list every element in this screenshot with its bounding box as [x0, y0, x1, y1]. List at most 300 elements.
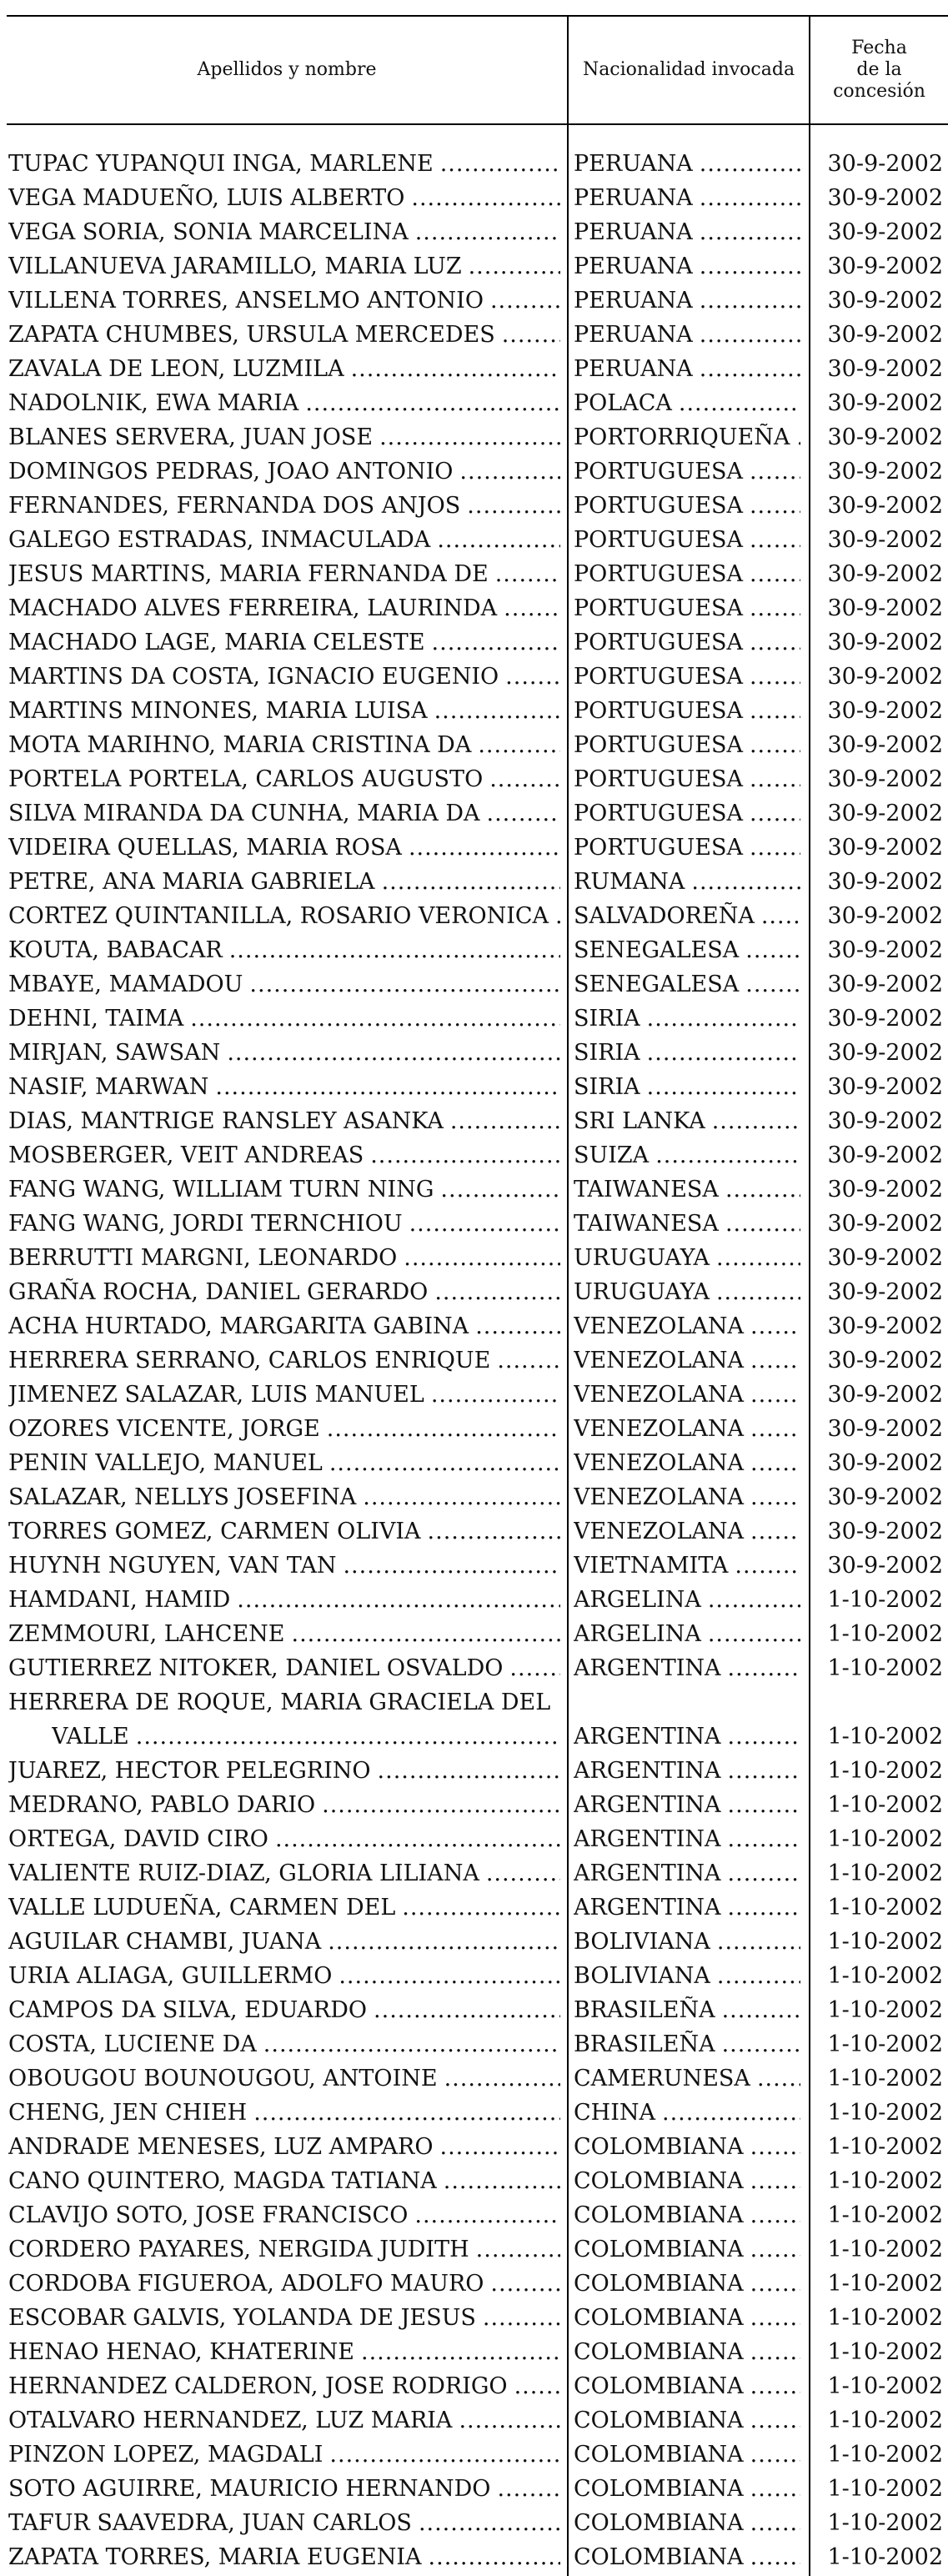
person-name-continuation-text: VALLE — [52, 1724, 129, 1750]
dot-leader — [750, 489, 800, 523]
dot-leader — [378, 1754, 560, 1788]
concession-date: 30-9-2002 — [827, 1074, 943, 1100]
nationality-cell — [574, 1036, 800, 1070]
dot-leader — [750, 1412, 800, 1446]
concession-date: 1-10-2002 — [827, 1621, 943, 1647]
table-row — [0, 1138, 948, 1173]
table-row — [0, 1617, 948, 1651]
nationality-cell — [574, 1514, 800, 1549]
dot-leader — [700, 318, 800, 352]
concession-date: 1-10-2002 — [827, 2442, 943, 2468]
person-name: VIDEIRA QUELLAS, MARIA ROSA — [8, 835, 402, 861]
person-name-cell — [8, 831, 560, 865]
person-name-cell — [8, 2335, 560, 2369]
nationality-cell — [574, 1446, 800, 1480]
concession-date: 30-9-2002 — [827, 1177, 943, 1203]
nationality: PORTUGUESA — [574, 766, 743, 792]
nationality: PERUANA — [574, 288, 693, 314]
dot-leader — [370, 1138, 560, 1173]
header-date-line: Fecha — [851, 38, 907, 58]
nationality-cell — [574, 865, 800, 899]
person-name: SOTO AGUIRRE, MAURICIO HERNANDO — [8, 2476, 491, 2502]
dot-leader — [339, 1959, 560, 1993]
person-name-cell — [8, 1378, 560, 1412]
nationality: PORTUGUESA — [574, 493, 743, 519]
person-name-cell — [8, 420, 560, 454]
nationality-cell — [574, 2301, 800, 2335]
concession-date: 1-10-2002 — [827, 2066, 943, 2091]
table-row — [0, 1856, 948, 1891]
table-row — [0, 1891, 948, 1925]
table-row — [0, 2403, 948, 2438]
nationality: COLOMBIANA — [574, 2373, 744, 2399]
nationality-cell — [574, 2506, 800, 2540]
table-row — [0, 1651, 948, 1685]
table-row — [0, 1070, 948, 1104]
dot-leader — [745, 933, 800, 967]
person-name-cell — [8, 660, 560, 694]
person-name-cell — [8, 386, 560, 420]
concession-date: 1-10-2002 — [827, 1724, 943, 1750]
nationality: ARGENTINA — [574, 1758, 721, 1784]
header-date-line: concesión — [833, 81, 925, 102]
person-name: ESCOBAR GALVIS, YOLANDA DE JESUS — [8, 2305, 476, 2331]
dot-leader — [514, 2369, 560, 2403]
concession-date: 30-9-2002 — [827, 322, 943, 348]
person-name: GALEGO ESTRADAS, INMACULADA — [8, 527, 431, 553]
person-name-cell — [8, 1207, 560, 1241]
dot-leader — [429, 2540, 560, 2574]
table-row — [0, 2267, 948, 2301]
dot-leader — [379, 420, 560, 454]
concession-date: 30-9-2002 — [827, 151, 943, 177]
person-name-cell — [8, 489, 560, 523]
dot-leader — [750, 1343, 800, 1378]
dot-leader — [486, 796, 560, 831]
dot-leader — [716, 1275, 800, 1309]
table-row — [0, 181, 948, 215]
nationality: VENEZOLANA — [574, 1416, 744, 1442]
nationality: BRASILEÑA — [574, 1997, 715, 2023]
nationality-cell — [574, 1822, 800, 1856]
nationality: VENEZOLANA — [574, 1348, 744, 1373]
person-name: ANDRADE MENESES, LUZ AMPARO — [8, 2134, 434, 2160]
dot-leader — [750, 1514, 800, 1549]
dot-leader — [750, 2506, 800, 2540]
dot-leader — [419, 2506, 560, 2540]
dot-leader — [700, 181, 800, 215]
nationality: TAIWANESA — [574, 1211, 719, 1237]
concession-date: 30-9-2002 — [827, 1245, 943, 1271]
dot-leader — [505, 660, 560, 694]
table-row — [0, 1822, 948, 1856]
person-name-cell — [8, 2130, 560, 2164]
person-name: TORRES GOMEZ, CARMEN OLIVIA — [8, 1519, 421, 1544]
nationality-cell — [574, 1343, 800, 1378]
dot-leader — [750, 1446, 800, 1480]
nationality-cell — [574, 2164, 800, 2198]
nationality-cell — [574, 1412, 800, 1446]
person-name-cell — [8, 147, 560, 181]
concession-date: 30-9-2002 — [827, 1553, 943, 1579]
person-name: JUAREZ, HECTOR PELEGRINO — [8, 1758, 371, 1784]
nationality: ARGENTINA — [574, 1895, 721, 1921]
dot-leader — [647, 1070, 800, 1104]
person-name: AGUILAR CHAMBI, JUANA — [8, 1929, 322, 1955]
dot-leader — [750, 694, 800, 728]
person-name: FANG WANG, WILLIAM TURN NING — [8, 1177, 434, 1203]
dot-leader — [728, 1822, 800, 1856]
concession-date: 30-9-2002 — [827, 766, 943, 792]
dot-leader — [136, 1720, 560, 1754]
nationality-cell — [574, 899, 800, 933]
person-name-continuation — [52, 1720, 560, 1754]
dot-leader — [450, 1104, 560, 1138]
nationality: URUGUAYA — [574, 1279, 710, 1305]
person-name-cell — [8, 318, 560, 352]
person-name-cell — [8, 1446, 560, 1480]
table-row — [0, 2130, 948, 2164]
table-row — [0, 1275, 948, 1309]
table-row — [0, 420, 948, 454]
person-name-cell — [8, 2403, 560, 2438]
nationality: COLOMBIANA — [574, 2168, 744, 2194]
dot-leader — [489, 762, 560, 796]
dot-leader — [227, 1036, 560, 1070]
person-name: PINZON LOPEZ, MAGDALI — [8, 2442, 324, 2468]
nationality-cell — [574, 1070, 800, 1104]
nationality: COLOMBIANA — [574, 2339, 744, 2365]
person-name: PENIN VALLEJO, MANUEL — [8, 1450, 323, 1476]
nationality: SIRIA — [574, 1040, 640, 1066]
dot-leader — [478, 728, 560, 762]
person-name: VALIENTE RUIZ-DIAZ, GLORIA LILIANA — [8, 1860, 479, 1886]
person-name: FERNANDES, FERNANDA DOS ANJOS — [8, 493, 461, 519]
person-name-cell — [8, 1241, 560, 1275]
nationality-cell — [574, 1275, 800, 1309]
dot-leader — [490, 284, 560, 318]
dot-leader — [722, 1993, 800, 2027]
concession-date: 30-9-2002 — [827, 1348, 943, 1373]
person-name: PORTELA PORTELA, CARLOS AUGUSTO — [8, 766, 484, 792]
person-name: MOSBERGER, VEIT ANDREAS — [8, 1142, 364, 1168]
nationality: PERUANA — [574, 219, 693, 245]
table-row — [0, 2027, 948, 2061]
concession-date: 1-10-2002 — [827, 2510, 943, 2536]
table-row — [0, 1514, 948, 1549]
table-row — [0, 1446, 948, 1480]
dot-leader — [409, 1207, 560, 1241]
nationality: CAMERUNESA — [574, 2066, 750, 2091]
concession-date: 30-9-2002 — [827, 1382, 943, 1408]
concession-date: 1-10-2002 — [827, 2237, 943, 2262]
concession-date: 30-9-2002 — [827, 356, 943, 382]
dot-leader — [750, 2438, 800, 2472]
person-name-cell — [8, 1651, 560, 1685]
nationality: COLOMBIANA — [574, 2237, 744, 2262]
table-row — [0, 694, 948, 728]
nationality-cell — [574, 2369, 800, 2403]
concession-date: 1-10-2002 — [827, 2476, 943, 2502]
dot-leader — [440, 1173, 560, 1207]
dot-leader — [469, 249, 560, 284]
nationality-cell — [574, 386, 800, 420]
nationality: BOLIVIANA — [574, 1963, 710, 1989]
dot-leader — [750, 523, 800, 557]
person-name: ACHA HURTADO, MARGARITA GABINA — [8, 1313, 469, 1339]
person-name: BERRUTTI MARGNI, LEONARDO — [8, 1245, 398, 1271]
person-name: COSTA, LUCIENE DA — [8, 2031, 257, 2057]
table-row — [0, 1378, 948, 1412]
nationality: PORTUGUESA — [574, 527, 743, 553]
dot-leader — [728, 1856, 800, 1891]
table-row — [0, 2096, 948, 2130]
person-name-cell — [8, 454, 560, 489]
concession-date: 30-9-2002 — [827, 254, 943, 279]
person-name: GUTIERREZ NITOKER, DANIEL OSVALDO — [8, 1655, 504, 1681]
dot-leader — [712, 1104, 800, 1138]
dot-leader — [700, 284, 800, 318]
nationality-cell — [574, 1617, 800, 1651]
concession-date: 30-9-2002 — [827, 1006, 943, 1032]
concession-date: 1-10-2002 — [827, 1963, 943, 1989]
nationality: VENEZOLANA — [574, 1450, 744, 1476]
dot-leader — [374, 1993, 560, 2027]
table-row — [0, 933, 948, 967]
table-row — [0, 284, 948, 318]
table-row — [0, 1173, 948, 1207]
person-name: MEDRANO, PABLO DARIO — [8, 1792, 316, 1818]
dot-leader — [483, 2301, 560, 2335]
table-row — [0, 1549, 948, 1583]
nationality-cell — [574, 1754, 800, 1788]
nationality-cell — [574, 1925, 800, 1959]
table-row — [0, 2335, 948, 2369]
nationality: SENEGALESA — [574, 937, 740, 963]
header-name: Apellidos y nombre — [197, 59, 377, 80]
person-name-cell — [8, 2472, 560, 2506]
person-name-cell — [8, 1036, 560, 1070]
person-name: JESUS MARTINS, MARIA FERNANDA DE — [8, 561, 489, 587]
person-name-cell — [8, 625, 560, 660]
dot-leader — [363, 1480, 560, 1514]
concession-date: 1-10-2002 — [827, 2100, 943, 2126]
table-row — [0, 1583, 948, 1617]
nationality: URUGUAYA — [574, 1245, 710, 1271]
nationality: COLOMBIANA — [574, 2408, 744, 2433]
person-name: ZAPATA TORRES, MARIA EUGENIA — [8, 2544, 422, 2570]
person-name-cell — [8, 1583, 560, 1617]
dot-leader — [382, 865, 560, 899]
table-row — [0, 454, 948, 489]
nationality: PERUANA — [574, 254, 693, 279]
table-row — [0, 1480, 948, 1514]
nationality-cell — [574, 489, 800, 523]
nationality: COLOMBIANA — [574, 2305, 744, 2331]
concession-date: 30-9-2002 — [827, 288, 943, 314]
concession-date: 30-9-2002 — [827, 185, 943, 211]
person-name: MBAYE, MAMADOU — [8, 972, 243, 997]
concession-date: 1-10-2002 — [827, 2271, 943, 2297]
dot-leader — [402, 1891, 560, 1925]
table-row — [0, 2061, 948, 2096]
nationality-cell — [574, 967, 800, 1002]
person-name: MACHADO LAGE, MARIA CELESTE — [8, 630, 425, 655]
dot-leader — [750, 1378, 800, 1412]
person-name-cell — [8, 2540, 560, 2574]
concession-date: 30-9-2002 — [827, 903, 943, 929]
nationality: ARGENTINA — [574, 1724, 721, 1750]
dot-leader — [750, 762, 800, 796]
concession-date: 30-9-2002 — [827, 732, 943, 758]
nationality-cell — [574, 1241, 800, 1275]
table-row — [0, 796, 948, 831]
dot-leader — [750, 2232, 800, 2267]
table-row — [0, 489, 948, 523]
nationality-cell — [574, 591, 800, 625]
dot-leader — [708, 1617, 800, 1651]
dot-leader — [475, 1309, 560, 1343]
dot-leader — [343, 1549, 560, 1583]
nationality: VIETNAMITA — [574, 1553, 729, 1579]
dot-leader — [215, 1070, 560, 1104]
person-name: OBOUGOU BOUNOUGOU, ANTOINE — [8, 2066, 438, 2091]
nationality-cell — [574, 147, 800, 181]
nationality-cell — [574, 1856, 800, 1891]
person-name-cell — [8, 2061, 560, 2096]
table-row — [0, 1241, 948, 1275]
dot-leader — [750, 2198, 800, 2232]
person-name: JIMENEZ SALAZAR, LUIS MANUEL — [8, 1382, 424, 1408]
person-name: MARTINS DA COSTA, IGNACIO EUGENIO — [8, 664, 499, 690]
person-name-cell — [8, 1138, 560, 1173]
dot-leader — [750, 2335, 800, 2369]
nationality: VENEZOLANA — [574, 1313, 744, 1339]
nationality-cell — [574, 557, 800, 591]
nationality-cell — [574, 2198, 800, 2232]
person-name: HERRERA DE ROQUE, MARIA GRACIELA DEL — [8, 1690, 551, 1715]
person-name-cell — [8, 1822, 560, 1856]
table-row — [0, 1959, 948, 1993]
nationality-cell — [574, 831, 800, 865]
concession-date: 1-10-2002 — [827, 1895, 943, 1921]
concession-date: 30-9-2002 — [827, 390, 943, 416]
dot-leader — [467, 489, 560, 523]
table-row — [0, 386, 948, 420]
person-name-cell — [8, 2369, 560, 2403]
table-row — [0, 625, 948, 660]
concession-date: 1-10-2002 — [827, 2202, 943, 2228]
table-row — [0, 147, 948, 181]
person-name: VILLANUEVA JARAMILLO, MARIA LUZ — [8, 254, 462, 279]
concession-date: 1-10-2002 — [827, 2305, 943, 2331]
nationality: ARGELINA — [574, 1587, 701, 1613]
nationality-cell — [574, 2438, 800, 2472]
person-name-cell — [8, 899, 560, 933]
person-name-cell — [8, 1788, 560, 1822]
table-row — [0, 1309, 948, 1343]
concession-date: 1-10-2002 — [827, 2339, 943, 2365]
header-date-line: de la — [856, 59, 902, 80]
person-name-cell — [8, 865, 560, 899]
table-row — [0, 523, 948, 557]
nationality-cell — [574, 2130, 800, 2164]
dot-leader — [328, 1925, 560, 1959]
concession-date: 1-10-2002 — [827, 2544, 943, 2570]
person-name: BLANES SERVERA, JUAN JOSE — [8, 424, 374, 450]
table-row — [0, 865, 948, 899]
dot-leader — [476, 2232, 560, 2267]
table-row — [0, 2301, 948, 2335]
nationality: PORTUGUESA — [574, 732, 743, 758]
person-name-cell — [8, 1002, 560, 1036]
dot-leader — [404, 1241, 560, 1275]
person-name-cell — [8, 1070, 560, 1104]
nationality: PORTUGUESA — [574, 561, 743, 587]
dot-leader — [757, 2061, 800, 2096]
table-row — [0, 1036, 948, 1070]
person-name: ZAPATA CHUMBES, URSULA MERCEDES — [8, 322, 495, 348]
nationality: COLOMBIANA — [574, 2544, 744, 2570]
dot-leader — [253, 2096, 560, 2130]
dot-leader — [497, 1343, 560, 1378]
table-row — [0, 2198, 948, 2232]
nationality-cell — [574, 420, 800, 454]
nationality: PERUANA — [574, 322, 693, 348]
dot-leader — [750, 2164, 800, 2198]
dot-leader — [414, 2198, 560, 2232]
table-row — [0, 557, 948, 591]
concession-date: 1-10-2002 — [827, 1792, 943, 1818]
dot-leader — [444, 2164, 560, 2198]
nationality: PORTUGUESA — [574, 630, 743, 655]
nationality-cell — [574, 694, 800, 728]
person-name-cell — [8, 1412, 560, 1446]
dot-leader — [750, 557, 800, 591]
person-name: VILLENA TORRES, ANSELMO ANTONIO — [8, 288, 484, 314]
dot-leader — [662, 2096, 800, 2130]
dot-leader — [761, 899, 800, 933]
dot-leader — [322, 1788, 560, 1822]
table-row — [0, 831, 948, 865]
person-name: CAMPOS DA SILVA, EDUARDO — [8, 1997, 368, 2023]
nationality: PORTORRIQUEÑA — [574, 424, 790, 450]
concession-date: 1-10-2002 — [827, 2134, 943, 2160]
nationality: SRI LANKA — [574, 1108, 705, 1134]
nationality: COLOMBIANA — [574, 2510, 744, 2536]
concession-date: 30-9-2002 — [827, 1142, 943, 1168]
person-name-cell — [8, 1549, 560, 1583]
concession-date: 30-9-2002 — [827, 1450, 943, 1476]
table-row — [0, 899, 948, 933]
dot-leader — [275, 1822, 560, 1856]
dot-leader — [728, 1754, 800, 1788]
dot-leader — [722, 2027, 800, 2061]
person-name: CLAVIJO SOTO, JOSE FRANCISCO — [8, 2202, 409, 2228]
nationality-cell — [574, 796, 800, 831]
dot-leader — [327, 1412, 560, 1446]
dot-leader — [409, 831, 560, 865]
concession-date: 30-9-2002 — [827, 937, 943, 963]
dot-leader — [655, 1138, 800, 1173]
nationality: BOLIVIANA — [574, 1929, 710, 1955]
person-name-cell — [8, 1514, 560, 1549]
nationality: PORTUGUESA — [574, 801, 743, 826]
dot-leader — [459, 454, 560, 489]
person-name-cell — [8, 2198, 560, 2232]
nationality: TAIWANESA — [574, 1177, 719, 1203]
table-row — [0, 660, 948, 694]
